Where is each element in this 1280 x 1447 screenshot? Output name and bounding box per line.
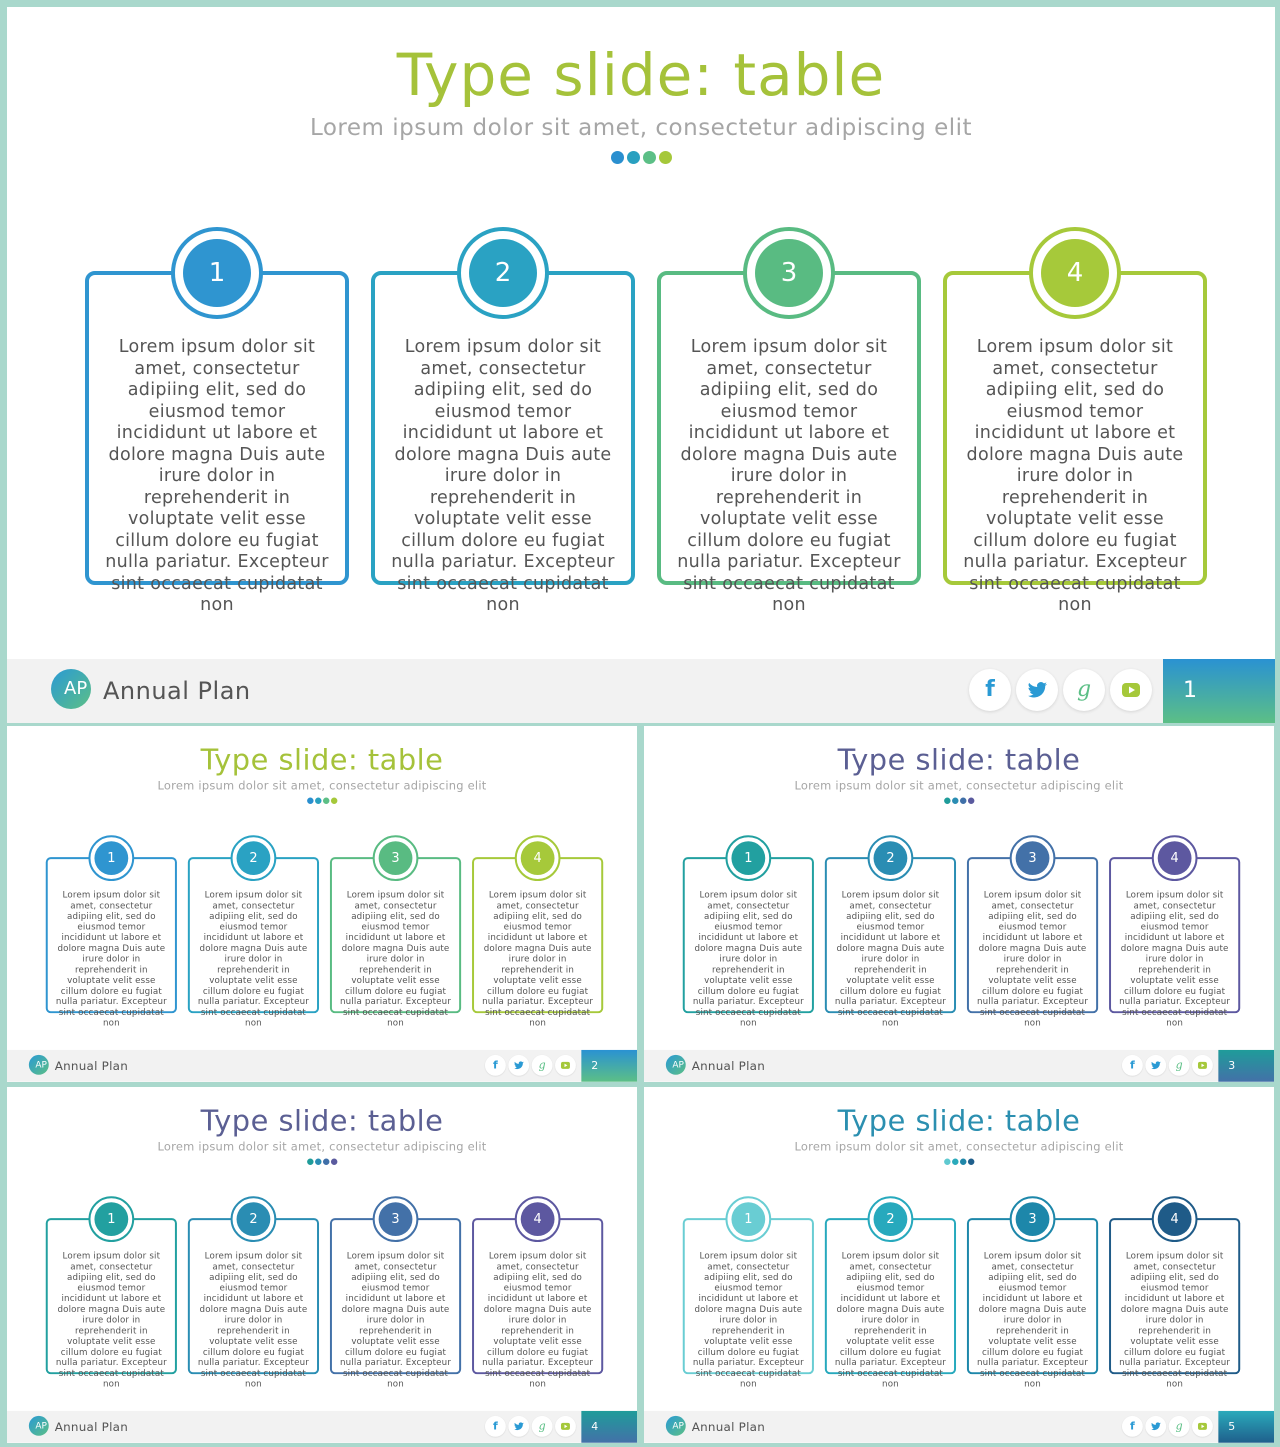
card-text: Lorem ipsum dolor sit amet, consectetur adipiing elit, sed do eiusmod temor incididunt ut labore et dolore magna Duis aute irure dolor in reprehenderit in voluptate velit esse cillum dolore eu fugiat nulla pariatur. Excepteur sint occaecat cupidatat non — [197, 889, 309, 1029]
number-badge: 2 — [469, 239, 537, 307]
table-card-3 — [330, 850, 461, 1029]
dot — [944, 798, 950, 804]
number-badge: 3 — [1016, 841, 1050, 875]
table-card-3 — [967, 1211, 1098, 1390]
brand-name: Annual Plan — [691, 1419, 766, 1434]
dot — [643, 151, 656, 164]
youtube-icon[interactable] — [555, 1416, 576, 1437]
table-card-1 — [683, 1211, 814, 1390]
number-badge: 1 — [731, 1202, 765, 1236]
card-text: Lorem ipsum dolor sit amet, consectetur adipiing elit, sed do eiusmod temor incididunt ut labore et dolore magna Duis aute irure dolor in reprehenderit in voluptate velit esse cillum dolore eu fugiat nulla pariatur. Excepteur sint occaecat cupidatat non — [692, 889, 804, 1029]
number-badge-ring — [1010, 835, 1056, 881]
card-text: Lorem ipsum dolor sit amet, consectetur adipiing elit, sed do eiusmod temor incididunt ut labore et dolore magna Duis aute irure dolor in reprehenderit in voluptate velit esse cillum dolore eu fugiat nulla pariatur. Excepteur sint occaecat cupidatat non — [834, 1250, 946, 1390]
dot — [307, 798, 313, 804]
number-badge: 2 — [874, 841, 908, 875]
table-card-1 — [85, 258, 349, 615]
slide-title: Type slide: table — [396, 41, 886, 109]
number-badge-ring — [373, 835, 419, 881]
dot — [944, 1159, 950, 1165]
slide-title: Type slide: table — [837, 742, 1081, 777]
number-badge: 1 — [94, 1202, 128, 1236]
table-card-4 — [472, 1211, 603, 1390]
number-badge-ring — [1152, 1196, 1198, 1242]
social-links — [1122, 1416, 1215, 1437]
number-badge: 1 — [94, 841, 128, 875]
card-text: Lorem ipsum dolor sit amet, consectetur adipiing elit, sed do eiusmod temor incididunt ut labore et dolore magna Duis aute irure dolor in reprehenderit in voluptate velit esse cillum dolore eu fugiat nulla pariatur. Excepteur sint occaecat cupidatat non — [105, 337, 329, 615]
card-text: Lorem ipsum dolor sit amet, consectetur adipiing elit, sed do eiusmod temor incididunt ut labore et dolore magna Duis aute irure dolor in reprehenderit in voluptate velit esse cillum dolore eu fugiat nulla pariatur. Excepteur sint occaecat cupidatat non — [963, 337, 1187, 615]
table-card-4 — [1109, 850, 1240, 1029]
dot — [960, 798, 966, 804]
number-badge-ring — [88, 1196, 134, 1242]
card-text: Lorem ipsum dolor sit amet, consectetur adipiing elit, sed do eiusmod temor incididunt ut labore et dolore magna Duis aute irure dolor in reprehenderit in voluptate velit esse cillum dolore eu fugiat nulla pariatur. Excepteur sint occaecat cupidatat non — [482, 889, 594, 1029]
card-text: Lorem ipsum dolor sit amet, consectetur adipiing elit, sed do eiusmod temor incididunt ut labore et dolore magna Duis aute irure dolor in reprehenderit in voluptate velit esse cillum dolore eu fugiat nulla pariatur. Excepteur sint occaecat cupidatat non — [1119, 1250, 1231, 1390]
page-number: 4 — [581, 1411, 637, 1443]
number-badge-ring — [373, 1196, 419, 1242]
google-plus-icon[interactable]: g — [532, 1055, 553, 1076]
dot — [968, 1159, 974, 1165]
slide-footer — [7, 1411, 637, 1443]
dot — [323, 798, 329, 804]
twitter-icon[interactable] — [1145, 1416, 1166, 1437]
slide-subtitle: Lorem ipsum dolor sit amet, consectetur adipiscing elit — [309, 115, 973, 141]
card-text: Lorem ipsum dolor sit amet, consectetur adipiing elit, sed do eiusmod temor incididunt ut labore et dolore magna Duis aute irure dolor in reprehenderit in voluptate velit esse cillum dolore eu fugiat nulla pariatur. Excepteur sint occaecat cupidatat non — [677, 337, 901, 615]
page-number: 1 — [1163, 659, 1275, 723]
brand-name: Annual Plan — [54, 1419, 129, 1434]
number-badge: 1 — [731, 841, 765, 875]
number-badge-ring — [231, 1196, 277, 1242]
number-badge-ring — [171, 227, 263, 319]
table-card-3 — [967, 850, 1098, 1029]
page-number: 3 — [1218, 1050, 1274, 1082]
card-text: Lorem ipsum dolor sit amet, consectetur adipiing elit, sed do eiusmod temor incididunt ut labore et dolore magna Duis aute irure dolor in reprehenderit in voluptate velit esse cillum dolore eu fugiat nulla pariatur. Excepteur sint occaecat cupidatat non — [391, 337, 615, 615]
twitter-icon[interactable] — [1145, 1055, 1166, 1076]
decorative-dots — [644, 1159, 1274, 1165]
card-text: Lorem ipsum dolor sit amet, consectetur adipiing elit, sed do eiusmod temor incididunt ut labore et dolore magna Duis aute irure dolor in reprehenderit in voluptate velit esse cillum dolore eu fugiat nulla pariatur. Excepteur sint occaecat cupidatat non — [1119, 889, 1231, 1029]
number-badge-ring — [868, 1196, 914, 1242]
decorative-dots — [644, 798, 1274, 804]
number-badge: 4 — [1041, 239, 1109, 307]
table-card-4 — [1109, 1211, 1240, 1390]
number-badge-ring — [868, 835, 914, 881]
slide-footer — [7, 659, 1275, 723]
card-text: Lorem ipsum dolor sit amet, consectetur adipiing elit, sed do eiusmod temor incididunt ut labore et dolore magna Duis aute irure dolor in reprehenderit in voluptate velit esse cillum dolore eu fugiat nulla pariatur. Excepteur sint occaecat cupidatat non — [834, 889, 946, 1029]
number-badge: 3 — [755, 239, 823, 307]
twitter-icon[interactable] — [1016, 669, 1058, 711]
brand-logo: AP — [666, 1055, 686, 1075]
number-badge-ring — [1010, 1196, 1056, 1242]
table-card-2 — [825, 1211, 956, 1390]
slide-subtitle: Lorem ipsum dolor sit amet, consectetur adipiscing elit — [157, 779, 487, 793]
brand-logo: AP — [51, 669, 91, 709]
number-badge-ring — [1029, 227, 1121, 319]
number-badge: 3 — [379, 841, 413, 875]
number-badge-ring — [515, 1196, 561, 1242]
card-text: Lorem ipsum dolor sit amet, consectetur adipiing elit, sed do eiusmod temor incididunt ut labore et dolore magna Duis aute irure dolor in reprehenderit in voluptate velit esse cillum dolore eu fugiat nulla pariatur. Excepteur sint occaecat cupidatat non — [340, 1250, 452, 1390]
slide-title: Type slide: table — [200, 1103, 444, 1138]
card-text: Lorem ipsum dolor sit amet, consectetur adipiing elit, sed do eiusmod temor incididunt ut labore et dolore magna Duis aute irure dolor in reprehenderit in voluptate velit esse cillum dolore eu fugiat nulla pariatur. Excepteur sint occaecat cupidatat non — [55, 889, 167, 1029]
google-plus-icon[interactable]: g — [532, 1416, 553, 1437]
youtube-icon[interactable] — [555, 1055, 576, 1076]
dot — [952, 798, 958, 804]
dot — [323, 1159, 329, 1165]
number-badge-ring — [743, 227, 835, 319]
youtube-icon[interactable] — [1192, 1055, 1213, 1076]
facebook-icon[interactable]: f — [1122, 1055, 1143, 1076]
table-card-4 — [472, 850, 603, 1029]
number-badge: 1 — [183, 239, 251, 307]
number-badge-ring — [231, 835, 277, 881]
brand-name: Annual Plan — [54, 1058, 129, 1073]
table-card-1 — [683, 850, 814, 1029]
number-badge: 2 — [237, 1202, 271, 1236]
dot — [952, 1159, 958, 1165]
youtube-icon[interactable] — [1192, 1416, 1213, 1437]
number-badge: 4 — [521, 841, 555, 875]
card-text: Lorem ipsum dolor sit amet, consectetur adipiing elit, sed do eiusmod temor incididunt ut labore et dolore magna Duis aute irure dolor in reprehenderit in voluptate velit esse cillum dolore eu fugiat nulla pariatur. Excepteur sint occaecat cupidatat non — [55, 1250, 167, 1390]
dot — [659, 151, 672, 164]
dot — [315, 1159, 321, 1165]
page-number: 2 — [581, 1050, 637, 1082]
card-text: Lorem ipsum dolor sit amet, consectetur adipiing elit, sed do eiusmod temor incididunt ut labore et dolore magna Duis aute irure dolor in reprehenderit in voluptate velit esse cillum dolore eu fugiat nulla pariatur. Excepteur sint occaecat cupidatat non — [482, 1250, 594, 1390]
twitter-icon[interactable] — [508, 1055, 529, 1076]
brand-logo: AP — [29, 1055, 49, 1075]
social-links — [485, 1416, 578, 1437]
dot — [611, 151, 624, 164]
page-number: 5 — [1218, 1411, 1274, 1443]
google-plus-icon[interactable]: g — [1063, 669, 1105, 711]
brand-logo: AP — [29, 1416, 49, 1436]
dot — [331, 1159, 337, 1165]
table-card-2 — [371, 258, 635, 615]
facebook-icon[interactable]: f — [485, 1055, 506, 1076]
number-badge: 4 — [1158, 1202, 1192, 1236]
slide-3 — [644, 726, 1274, 1082]
decorative-dots — [7, 798, 637, 804]
dot — [307, 1159, 313, 1165]
number-badge: 3 — [379, 1202, 413, 1236]
social-links — [1122, 1055, 1215, 1076]
social-links — [969, 669, 1157, 711]
table-card-1 — [46, 1211, 177, 1390]
dot — [960, 1159, 966, 1165]
dot — [968, 798, 974, 804]
number-badge: 2 — [237, 841, 271, 875]
slide-1 — [7, 7, 1275, 723]
card-text: Lorem ipsum dolor sit amet, consectetur adipiing elit, sed do eiusmod temor incididunt ut labore et dolore magna Duis aute irure dolor in reprehenderit in voluptate velit esse cillum dolore eu fugiat nulla pariatur. Excepteur sint occaecat cupidatat non — [692, 1250, 804, 1390]
card-text: Lorem ipsum dolor sit amet, consectetur adipiing elit, sed do eiusmod temor incididunt ut labore et dolore magna Duis aute irure dolor in reprehenderit in voluptate velit esse cillum dolore eu fugiat nulla pariatur. Excepteur sint occaecat cupidatat non — [977, 1250, 1089, 1390]
twitter-icon[interactable] — [508, 1416, 529, 1437]
card-text: Lorem ipsum dolor sit amet, consectetur adipiing elit, sed do eiusmod temor incididunt ut labore et dolore magna Duis aute irure dolor in reprehenderit in voluptate velit esse cillum dolore eu fugiat nulla pariatur. Excepteur sint occaecat cupidatat non — [977, 889, 1089, 1029]
google-plus-icon[interactable]: g — [1169, 1055, 1190, 1076]
table-card-2 — [825, 850, 956, 1029]
slide-footer — [644, 1411, 1274, 1443]
number-badge-ring — [457, 227, 549, 319]
brand-name: Annual Plan — [103, 677, 251, 705]
decorative-dots — [7, 151, 1275, 164]
slide-title: Type slide: table — [837, 1103, 1081, 1138]
slide-subtitle: Lorem ipsum dolor sit amet, consectetur adipiscing elit — [157, 1140, 487, 1154]
slide-title: Type slide: table — [200, 742, 444, 777]
slide-subtitle: Lorem ipsum dolor sit amet, consectetur adipiscing elit — [794, 779, 1124, 793]
slide-footer — [644, 1050, 1274, 1082]
slide-subtitle: Lorem ipsum dolor sit amet, consectetur adipiscing elit — [794, 1140, 1124, 1154]
slide-5 — [644, 1087, 1274, 1443]
table-card-3 — [657, 258, 921, 615]
table-card-2 — [188, 1211, 319, 1390]
table-card-4 — [943, 258, 1207, 615]
decorative-dots — [7, 1159, 637, 1165]
slide-4 — [7, 1087, 637, 1443]
number-badge-ring — [725, 835, 771, 881]
number-badge-ring — [725, 1196, 771, 1242]
number-badge: 4 — [521, 1202, 555, 1236]
number-badge-ring — [515, 835, 561, 881]
facebook-icon[interactable]: f — [1122, 1416, 1143, 1437]
card-text: Lorem ipsum dolor sit amet, consectetur adipiing elit, sed do eiusmod temor incididunt ut labore et dolore magna Duis aute irure dolor in reprehenderit in voluptate velit esse cillum dolore eu fugiat nulla pariatur. Excepteur sint occaecat cupidatat non — [340, 889, 452, 1029]
slide-footer — [7, 1050, 637, 1082]
table-card-1 — [46, 850, 177, 1029]
youtube-icon[interactable] — [1110, 669, 1152, 711]
number-badge: 2 — [874, 1202, 908, 1236]
number-badge-ring — [1152, 835, 1198, 881]
social-links — [485, 1055, 578, 1076]
slide-2 — [7, 726, 637, 1082]
table-card-2 — [188, 850, 319, 1029]
google-plus-icon[interactable]: g — [1169, 1416, 1190, 1437]
brand-logo: AP — [666, 1416, 686, 1436]
number-badge: 3 — [1016, 1202, 1050, 1236]
facebook-icon[interactable]: f — [485, 1416, 506, 1437]
facebook-icon[interactable]: f — [969, 669, 1011, 711]
number-badge: 4 — [1158, 841, 1192, 875]
number-badge-ring — [88, 835, 134, 881]
dot — [315, 798, 321, 804]
table-card-3 — [330, 1211, 461, 1390]
dot — [627, 151, 640, 164]
card-text: Lorem ipsum dolor sit amet, consectetur adipiing elit, sed do eiusmod temor incididunt ut labore et dolore magna Duis aute irure dolor in reprehenderit in voluptate velit esse cillum dolore eu fugiat nulla pariatur. Excepteur sint occaecat cupidatat non — [197, 1250, 309, 1390]
dot — [331, 798, 337, 804]
brand-name: Annual Plan — [691, 1058, 766, 1073]
